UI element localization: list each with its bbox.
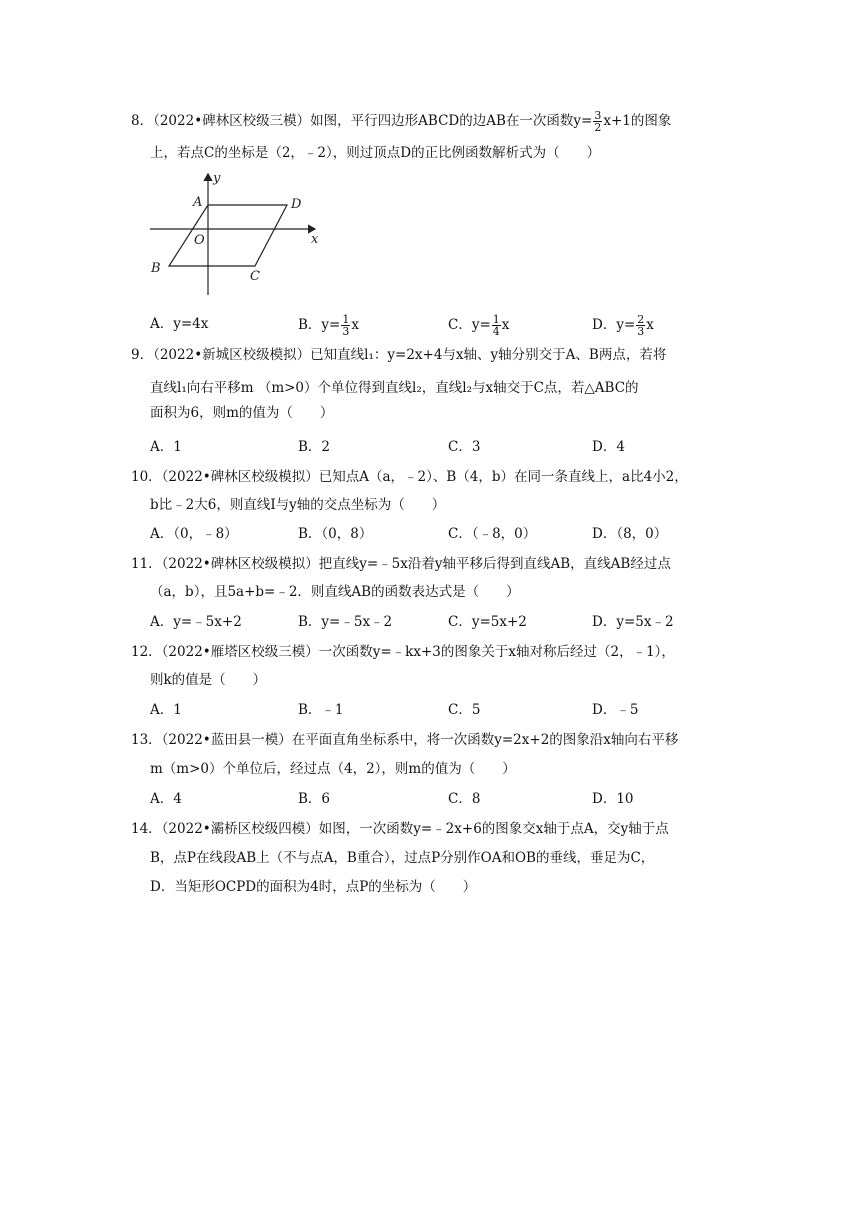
q8-option-c[interactable]: C．y= $\frac{1}{4}$ x xyxy=(448,313,510,338)
q8-fraction: $\frac{3}{2}$ xyxy=(594,109,602,134)
parallelogram-abcd xyxy=(169,205,287,266)
label-y: y xyxy=(213,171,221,186)
q12-line1: 12．（2022•雁塔区校级三模）一次函数y=﹣kx+3的图象关于x轴对称后经过（2，﹣1）， xyxy=(131,644,675,660)
q10-option-a[interactable]: A．（0，﹣8） xyxy=(150,526,238,542)
q9-option-a[interactable]: A．1 xyxy=(150,439,182,455)
q9-line1: 9．（2022•新城区校级模拟）已知直线l₁：y=2x+4与x轴、y轴分别交于A、B两点，若将 xyxy=(131,347,667,363)
label-D: D xyxy=(291,197,302,212)
q13-line1: 13．（2022•蓝田县一模）在平面直角坐标系中，将一次函数y=2x+2的图象沿x轴向右平移 xyxy=(131,732,679,748)
label-O: O xyxy=(194,233,205,248)
q11-option-d[interactable]: D．y=5x﹣2 xyxy=(592,614,674,630)
q8-parallelogram-figure xyxy=(145,170,335,300)
q10-line2: b比﹣2大6，则直线I与y轴的交点坐标为（ ） xyxy=(150,497,446,513)
q11-option-a[interactable]: A．y=﹣5x+2 xyxy=(150,614,242,630)
q12-option-a[interactable]: A．1 xyxy=(150,702,182,718)
q13-option-c[interactable]: C．8 xyxy=(448,791,481,807)
q12-option-b[interactable]: B．﹣1 xyxy=(298,702,344,718)
q9-option-b[interactable]: B．2 xyxy=(298,439,331,455)
q9-option-c[interactable]: C．3 xyxy=(448,439,481,455)
q14-line1: 14．（2022•灞桥区校级四模）如图，一次函数y=﹣2x+6的图象交x轴于点A，交y轴于点 xyxy=(131,821,669,837)
q8-option-d[interactable]: D．y= $\frac{2}{3}$ x xyxy=(592,313,654,338)
q9-option-d[interactable]: D．4 xyxy=(592,439,625,455)
q8-option-a[interactable]: A．y=4x xyxy=(150,316,209,332)
q10-option-b[interactable]: B．（0，8） xyxy=(298,526,373,542)
q8-line2: 上，若点C的坐标是（2，﹣2），则过顶点D的正比例函数解析式为（ ） xyxy=(150,145,601,161)
label-C: C xyxy=(250,269,260,284)
q13-option-b[interactable]: B．6 xyxy=(298,791,331,807)
q14-line2: B，点P在线段AB上（不与点A，B重合），过点P分别作OA和OB的垂线，垂足为C， xyxy=(150,850,655,866)
q9-line2: 直线l₁向右平移m （m>0）个单位得到直线l₂，直线l₂与x轴交于C点，若△ABC的 xyxy=(150,380,639,396)
q13-line2: m（m>0）个单位后，经过点（4，2），则m的值为（ ） xyxy=(150,761,516,777)
q10-option-c[interactable]: C．（﹣8，0） xyxy=(448,526,537,542)
q11-option-b[interactable]: B．y=﹣5x﹣2 xyxy=(298,614,393,630)
q8-option-b[interactable]: B．y= $\frac{1}{3}$ x xyxy=(298,313,359,338)
q12-option-d[interactable]: D．﹣5 xyxy=(592,702,639,718)
label-B: B xyxy=(151,261,161,276)
label-x: x xyxy=(311,232,319,247)
q8-line1: 8．（2022•碑林区校级三模）如图，平行四边形ABCD的边AB在一次函数y= $\frac{3}{2}$ x+1的图象 xyxy=(131,109,672,134)
label-A: A xyxy=(193,195,203,210)
q11-line2: （a，b），且5a+b=﹣2．则直线AB的函数表达式是（ ） xyxy=(150,584,520,600)
q9-line3: 面积为6，则m的值为（ ） xyxy=(150,405,334,421)
q13-option-a[interactable]: A．4 xyxy=(150,791,182,807)
q10-option-d[interactable]: D．（8，0） xyxy=(592,526,668,542)
q10-line1: 10．（2022•碑林区校级模拟）已知点A（a，﹣2）、B（4，b）在同一条直线上，a比4小2， xyxy=(131,469,688,485)
q11-option-c[interactable]: C．y=5x+2 xyxy=(448,614,527,630)
q13-option-d[interactable]: D．10 xyxy=(592,791,634,807)
q14-line3: D．当矩形OCPD的面积为4时，点P的坐标为（ ） xyxy=(150,879,477,895)
q11-line1: 11．（2022•碑林区校级模拟）把直线y=﹣5x沿着y轴平移后得到直线AB，直线AB经过点 xyxy=(131,556,671,572)
q12-line2: 则k的值是（ ） xyxy=(150,672,267,688)
q12-option-c[interactable]: C．5 xyxy=(448,702,481,718)
